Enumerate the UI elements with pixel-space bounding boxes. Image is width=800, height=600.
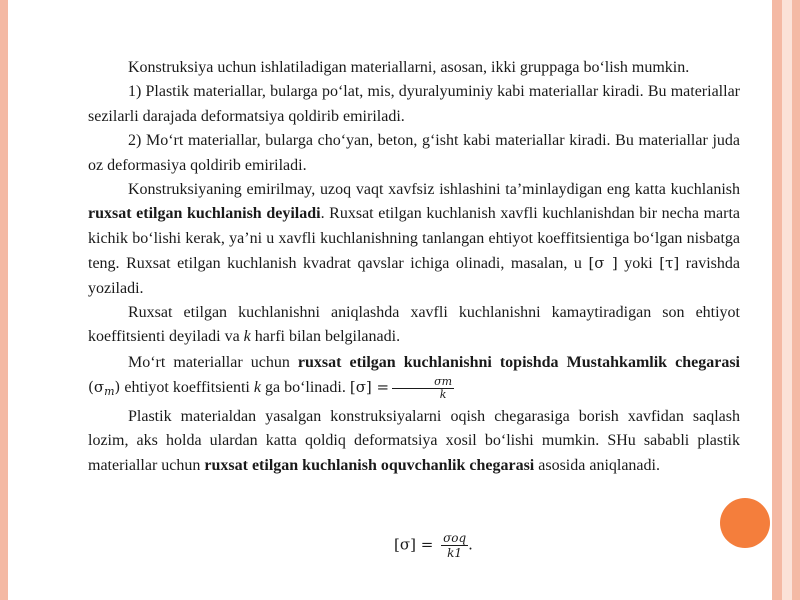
sigma-subscript: m xyxy=(104,385,115,399)
sigma-bracket: [σ ] xyxy=(588,254,618,273)
paragraph-plastic-text: 1) Plastik materiallar, bularga po‘lat, mis, dyuralyuminiy kabi materiallar kiradi. Bu materiallar sezilarli darajada deformatsiya qoldirib emiriladi. xyxy=(88,83,740,125)
paragraph-plastic-yield xyxy=(88,405,740,478)
yield-formula-fraction xyxy=(441,531,468,560)
slide-left-border xyxy=(0,0,8,600)
yield-formula-numerator: σoq xyxy=(443,531,467,545)
yield-formula xyxy=(394,531,473,560)
text-segment: Mo‘rt materiallar uchun xyxy=(128,353,298,371)
slide xyxy=(8,0,772,600)
text-segment: harfi bilan belgilanadi. xyxy=(250,328,401,346)
paragraph-plastic xyxy=(88,80,740,129)
text-segment: yoki xyxy=(617,255,660,273)
bold-term: ruxsat etilgan kuchlanish deyiladi xyxy=(88,205,321,223)
text-segment: . Ruxsat etilgan kuchlanish xavfli kuchlanishdan bir necha marta kichik bo‘lishi kerak, ya’ni u xavfli kuchlanishning tanlangan ehtiyot koeffitsientiga bo‘lgan nisbatga teng. Ruxsat etilgan kuchlanish kvadrat qavslar ichiga olinadi, masalan, u xyxy=(88,205,741,273)
bold-term: ruxsat etilgan kuchlanish oquvchanlik chegarasi xyxy=(204,456,535,474)
text-segment: ga bo‘linadi. xyxy=(260,379,350,397)
text-segment: asosida aniqlanadi. xyxy=(534,456,660,474)
fraction-denominator: k xyxy=(439,388,447,402)
tau-bracket: [τ] xyxy=(659,254,680,273)
text-segment: Plastik materialdan yasalgan konstruksiyalarni oqish chegarasiga borish xavfidan saqlash lozim, aks holda ulardan katta qoldiq deformatsiya xosil bo‘lishi mumkin. SHu sababli plastik materiallar uchun xyxy=(88,407,740,474)
paragraph-brittle-strength xyxy=(88,350,740,405)
paragraph-intro-text: Konstruksiya uchun ishlatiladigan materiallarni, asosan, ikki gruppaga bo‘lish mumkin. xyxy=(128,59,690,76)
fraction-numerator: σm xyxy=(392,376,454,389)
sigma-open: (σ xyxy=(88,378,105,397)
k-symbol: k xyxy=(243,328,251,346)
paragraph-safety-factor xyxy=(88,301,740,350)
sigma-m-symbol xyxy=(88,378,121,399)
k-symbol: k xyxy=(253,379,261,397)
text-segment: Konstruksiyaning emirilmay, uzoq vaqt xavfsiz ishlashini ta’minlaydigan eng katta kuchlanish xyxy=(128,181,740,199)
bold-term: ruxsat etilgan kuchlanishni topishda Mustahkamlik chegarasi xyxy=(297,353,740,371)
yield-formula-lhs: [σ] = xyxy=(394,535,434,554)
formula-fraction xyxy=(392,376,454,401)
paragraph-intro xyxy=(88,56,740,80)
text-segment: ehtiyot koeffitsienti xyxy=(120,379,254,397)
slide-right-border-inner xyxy=(782,0,792,600)
text-segment: Ruxsat etilgan kuchlanishni aniqlashda xavfli kuchlanishni kamaytiradigan son ehtiyot koeffitsienti deyiladi va xyxy=(88,304,740,346)
text-segment: ravishda yoziladi. xyxy=(88,255,741,297)
formula-lhs: [σ] = xyxy=(349,378,390,397)
decorative-circle xyxy=(720,498,770,548)
yield-formula-period: . xyxy=(468,535,473,554)
paragraph-brittle xyxy=(88,129,740,178)
yield-formula-denominator: k1 xyxy=(447,546,463,560)
slide-body xyxy=(88,56,740,478)
paragraph-brittle-text: 2) Mo‘rt materiallar, bularga cho‘yan, beton, g‘isht kabi materiallar kiradi. Bu materiallar juda oz deformasiya qoldirib emiriladi. xyxy=(88,132,740,174)
paragraph-allowable-stress xyxy=(88,178,740,301)
sigma-close: ) xyxy=(114,378,121,397)
